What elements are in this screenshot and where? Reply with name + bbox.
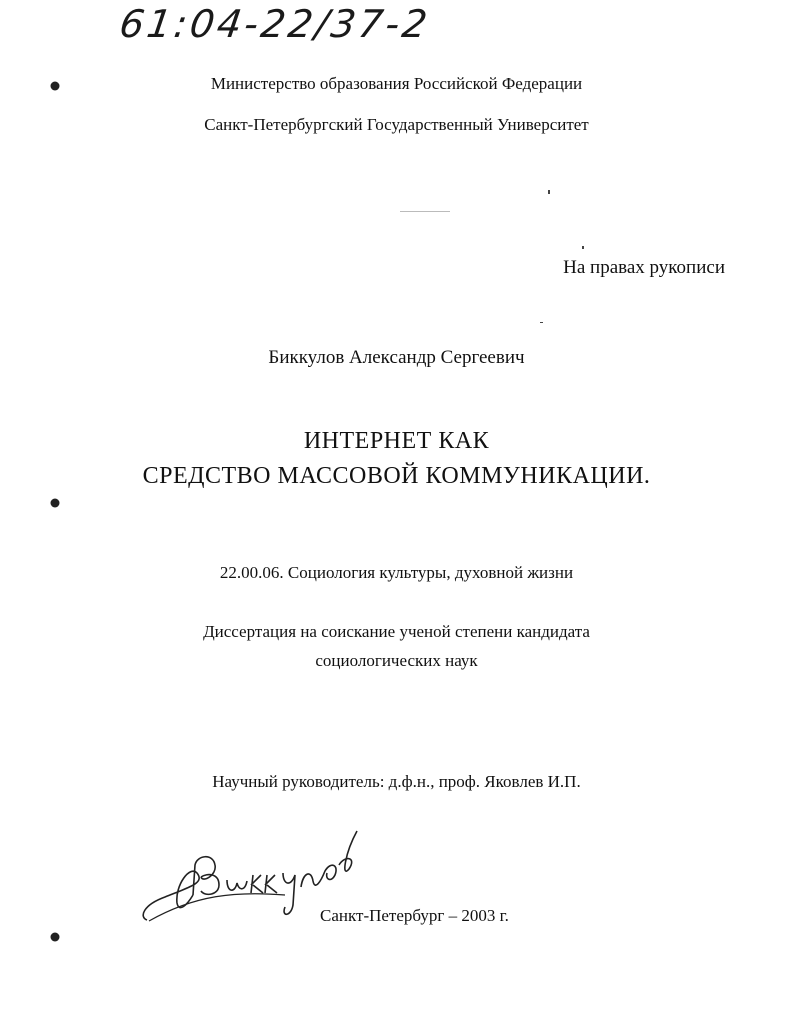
title-line-2: СРЕДСТВО МАССОВОЙ КОММУНИКАЦИИ. — [142, 463, 651, 489]
title-line-1: ИНТЕРНЕТ КАК — [303, 428, 490, 454]
author-name: Биккулов Александр Сергеевич — [268, 347, 525, 368]
scan-speck — [548, 190, 550, 194]
scientific-advisor: Научный руководитель: д.ф.н., проф. Яковлев И.П. — [212, 772, 581, 791]
university-name: Санкт-Петербургский Государственный Университет — [204, 115, 589, 134]
ministry-name: Министерство образования Российской Федерации — [210, 74, 583, 93]
scan-speck — [400, 211, 450, 212]
scan-speck — [540, 322, 543, 323]
punch-hole-icon — [49, 80, 61, 92]
punch-hole-icon — [49, 931, 61, 943]
punch-hole-icon — [49, 497, 61, 509]
scan-speck — [582, 246, 584, 249]
handwritten-archive-code: 61:04-22/37-2 — [116, 2, 433, 46]
dissertation-line-1: Диссертация на соискание ученой степени кандидата — [203, 622, 590, 641]
place-and-year: Санкт-Петербург – 2003 г. — [320, 906, 509, 925]
rights-note: На правах рукописи — [563, 257, 725, 278]
dissertation-line-2: социологических наук — [315, 651, 478, 670]
specialty-code: 22.00.06. Социология культуры, духовной жизни — [219, 563, 574, 582]
